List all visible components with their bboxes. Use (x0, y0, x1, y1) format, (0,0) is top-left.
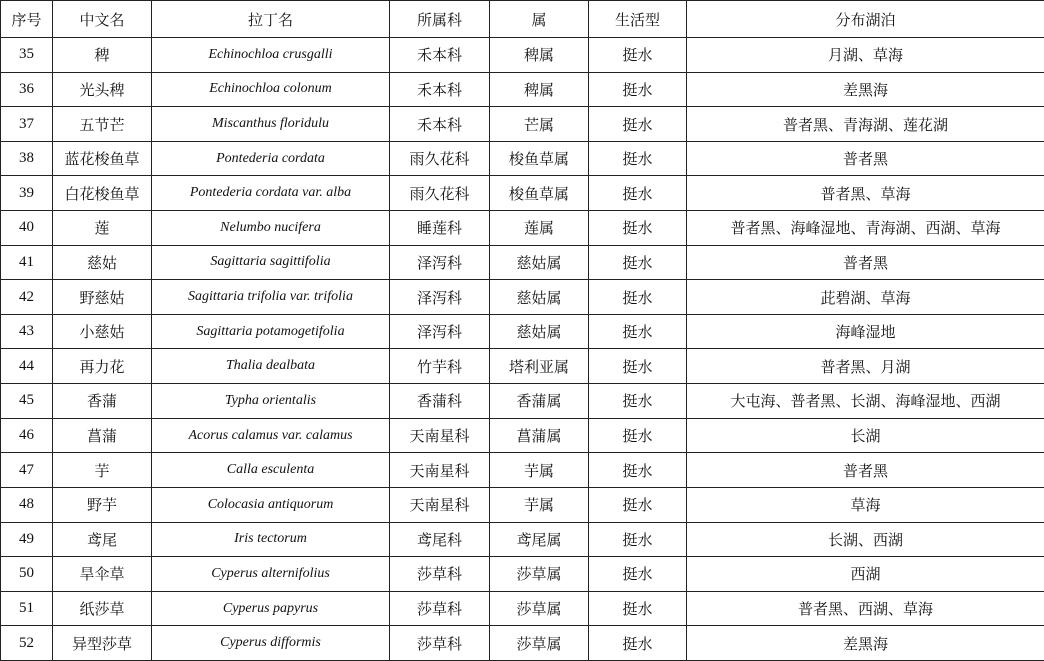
cell-chinese-name: 芋 (53, 453, 152, 488)
cell-life-form: 挺水 (589, 245, 687, 280)
cell-latin-name: Acorus calamus var. calamus (152, 418, 390, 453)
cell-family: 天南星科 (390, 453, 490, 488)
cell-index: 40 (1, 211, 53, 246)
cell-chinese-name: 再力花 (53, 349, 152, 384)
cell-life-form: 挺水 (589, 141, 687, 176)
table-row (1, 211, 1044, 246)
cell-life-form: 挺水 (589, 38, 687, 73)
cell-distribution-lakes: 普者黑、草海 (687, 176, 1044, 211)
table-row (1, 107, 1044, 142)
cell-distribution-lakes: 草海 (687, 487, 1044, 522)
table-row (1, 487, 1044, 522)
cell-family: 竹芋科 (390, 349, 490, 384)
header-distribution-lakes: 分布湖泊 (687, 1, 1044, 38)
cell-latin-name: Cyperus papyrus (152, 591, 390, 626)
table-row (1, 280, 1044, 315)
cell-family: 莎草科 (390, 557, 490, 592)
cell-family: 泽泻科 (390, 280, 490, 315)
table-row (1, 349, 1044, 384)
table-row (1, 591, 1044, 626)
cell-latin-name: Thalia dealbata (152, 349, 390, 384)
cell-chinese-name: 白花梭鱼草 (53, 176, 152, 211)
cell-life-form: 挺水 (589, 314, 687, 349)
cell-index: 42 (1, 280, 53, 315)
cell-genus: 莲属 (490, 211, 589, 246)
header-genus: 属 (490, 1, 589, 38)
cell-family: 禾本科 (390, 72, 490, 107)
cell-family: 天南星科 (390, 418, 490, 453)
cell-family: 睡莲科 (390, 211, 490, 246)
cell-life-form: 挺水 (589, 349, 687, 384)
cell-genus: 塔利亚属 (490, 349, 589, 384)
cell-genus: 菖蒲属 (490, 418, 589, 453)
table-row (1, 626, 1044, 661)
cell-distribution-lakes: 普者黑、月湖 (687, 349, 1044, 384)
cell-family: 莎草科 (390, 626, 490, 661)
cell-latin-name: Echinochloa crusgalli (152, 38, 390, 73)
cell-latin-name: Cyperus alternifolius (152, 557, 390, 592)
cell-family: 天南星科 (390, 487, 490, 522)
cell-distribution-lakes: 普者黑、海峰湿地、青海湖、西湖、草海 (687, 211, 1044, 246)
cell-genus: 莎草属 (490, 591, 589, 626)
cell-genus: 稗属 (490, 38, 589, 73)
table-row (1, 522, 1044, 557)
cell-chinese-name: 旱伞草 (53, 557, 152, 592)
cell-latin-name: Sagittaria potamogetifolia (152, 314, 390, 349)
cell-index: 46 (1, 418, 53, 453)
cell-genus: 梭鱼草属 (490, 176, 589, 211)
cell-family: 禾本科 (390, 107, 490, 142)
cell-index: 48 (1, 487, 53, 522)
cell-family: 禾本科 (390, 38, 490, 73)
cell-latin-name: Colocasia antiquorum (152, 487, 390, 522)
cell-genus: 莎草属 (490, 626, 589, 661)
cell-distribution-lakes: 普者黑 (687, 453, 1044, 488)
cell-index: 44 (1, 349, 53, 384)
cell-distribution-lakes: 长湖、西湖 (687, 522, 1044, 557)
table-row (1, 38, 1044, 73)
header-index: 序号 (1, 1, 53, 38)
cell-distribution-lakes: 差黑海 (687, 626, 1044, 661)
cell-chinese-name: 慈姑 (53, 245, 152, 280)
table-row (1, 384, 1044, 419)
cell-distribution-lakes: 海峰湿地 (687, 314, 1044, 349)
cell-life-form: 挺水 (589, 522, 687, 557)
cell-distribution-lakes: 月湖、草海 (687, 38, 1044, 73)
cell-life-form: 挺水 (589, 176, 687, 211)
table-body (1, 38, 1044, 661)
cell-genus: 慈姑属 (490, 314, 589, 349)
cell-genus: 芋属 (490, 453, 589, 488)
cell-genus: 稗属 (490, 72, 589, 107)
cell-distribution-lakes: 普者黑 (687, 245, 1044, 280)
table-header-row (1, 1, 1044, 38)
cell-index: 45 (1, 384, 53, 419)
cell-chinese-name: 香蒲 (53, 384, 152, 419)
cell-index: 52 (1, 626, 53, 661)
cell-latin-name: Sagittaria trifolia var. trifolia (152, 280, 390, 315)
cell-family: 泽泻科 (390, 314, 490, 349)
cell-genus: 鸢尾属 (490, 522, 589, 557)
header-latin-name: 拉丁名 (152, 1, 390, 38)
cell-latin-name: Calla esculenta (152, 453, 390, 488)
cell-genus: 梭鱼草属 (490, 141, 589, 176)
cell-index: 43 (1, 314, 53, 349)
cell-latin-name: Miscanthus floridulu (152, 107, 390, 142)
cell-distribution-lakes: 普者黑、青海湖、莲花湖 (687, 107, 1044, 142)
cell-chinese-name: 鸢尾 (53, 522, 152, 557)
table-row (1, 314, 1044, 349)
header-life-form: 生活型 (589, 1, 687, 38)
cell-distribution-lakes: 茈碧湖、草海 (687, 280, 1044, 315)
table-row (1, 453, 1044, 488)
cell-chinese-name: 菖蒲 (53, 418, 152, 453)
header-chinese-name: 中文名 (53, 1, 152, 38)
cell-index: 47 (1, 453, 53, 488)
cell-chinese-name: 光头稗 (53, 72, 152, 107)
table-row (1, 245, 1044, 280)
cell-chinese-name: 五节芒 (53, 107, 152, 142)
cell-latin-name: Iris tectorum (152, 522, 390, 557)
table-row (1, 557, 1044, 592)
cell-latin-name: Typha orientalis (152, 384, 390, 419)
cell-distribution-lakes: 长湖 (687, 418, 1044, 453)
table-row (1, 418, 1044, 453)
cell-family: 雨久花科 (390, 141, 490, 176)
cell-life-form: 挺水 (589, 418, 687, 453)
cell-chinese-name: 蓝花梭鱼草 (53, 141, 152, 176)
cell-life-form: 挺水 (589, 384, 687, 419)
cell-latin-name: Pontederia cordata var. alba (152, 176, 390, 211)
cell-distribution-lakes: 西湖 (687, 557, 1044, 592)
cell-latin-name: Echinochloa colonum (152, 72, 390, 107)
table-row (1, 141, 1044, 176)
cell-life-form: 挺水 (589, 211, 687, 246)
cell-chinese-name: 野慈姑 (53, 280, 152, 315)
cell-chinese-name: 异型莎草 (53, 626, 152, 661)
cell-distribution-lakes: 普者黑 (687, 141, 1044, 176)
cell-latin-name: Cyperus difformis (152, 626, 390, 661)
cell-genus: 芋属 (490, 487, 589, 522)
cell-chinese-name: 稗 (53, 38, 152, 73)
cell-index: 36 (1, 72, 53, 107)
cell-life-form: 挺水 (589, 591, 687, 626)
cell-index: 50 (1, 557, 53, 592)
cell-index: 37 (1, 107, 53, 142)
cell-genus: 香蒲属 (490, 384, 589, 419)
cell-genus: 慈姑属 (490, 280, 589, 315)
cell-index: 49 (1, 522, 53, 557)
cell-life-form: 挺水 (589, 107, 687, 142)
cell-family: 雨久花科 (390, 176, 490, 211)
cell-distribution-lakes: 差黑海 (687, 72, 1044, 107)
cell-latin-name: Pontederia cordata (152, 141, 390, 176)
cell-index: 51 (1, 591, 53, 626)
table-row (1, 72, 1044, 107)
cell-genus: 莎草属 (490, 557, 589, 592)
cell-distribution-lakes: 普者黑、西湖、草海 (687, 591, 1044, 626)
cell-index: 41 (1, 245, 53, 280)
header-family: 所属科 (390, 1, 490, 38)
cell-life-form: 挺水 (589, 280, 687, 315)
cell-family: 泽泻科 (390, 245, 490, 280)
cell-chinese-name: 纸莎草 (53, 591, 152, 626)
cell-life-form: 挺水 (589, 557, 687, 592)
cell-index: 35 (1, 38, 53, 73)
cell-chinese-name: 莲 (53, 211, 152, 246)
cell-index: 38 (1, 141, 53, 176)
cell-chinese-name: 野芋 (53, 487, 152, 522)
cell-latin-name: Nelumbo nucifera (152, 211, 390, 246)
cell-index: 39 (1, 176, 53, 211)
cell-genus: 芒属 (490, 107, 589, 142)
cell-genus: 慈姑属 (490, 245, 589, 280)
cell-latin-name: Sagittaria sagittifolia (152, 245, 390, 280)
cell-life-form: 挺水 (589, 626, 687, 661)
cell-family: 鸢尾科 (390, 522, 490, 557)
cell-chinese-name: 小慈姑 (53, 314, 152, 349)
cell-life-form: 挺水 (589, 72, 687, 107)
cell-family: 莎草科 (390, 591, 490, 626)
cell-distribution-lakes: 大屯海、普者黑、长湖、海峰湿地、西湖 (687, 384, 1044, 419)
cell-life-form: 挺水 (589, 453, 687, 488)
table-row (1, 176, 1044, 211)
cell-life-form: 挺水 (589, 487, 687, 522)
cell-family: 香蒲科 (390, 384, 490, 419)
